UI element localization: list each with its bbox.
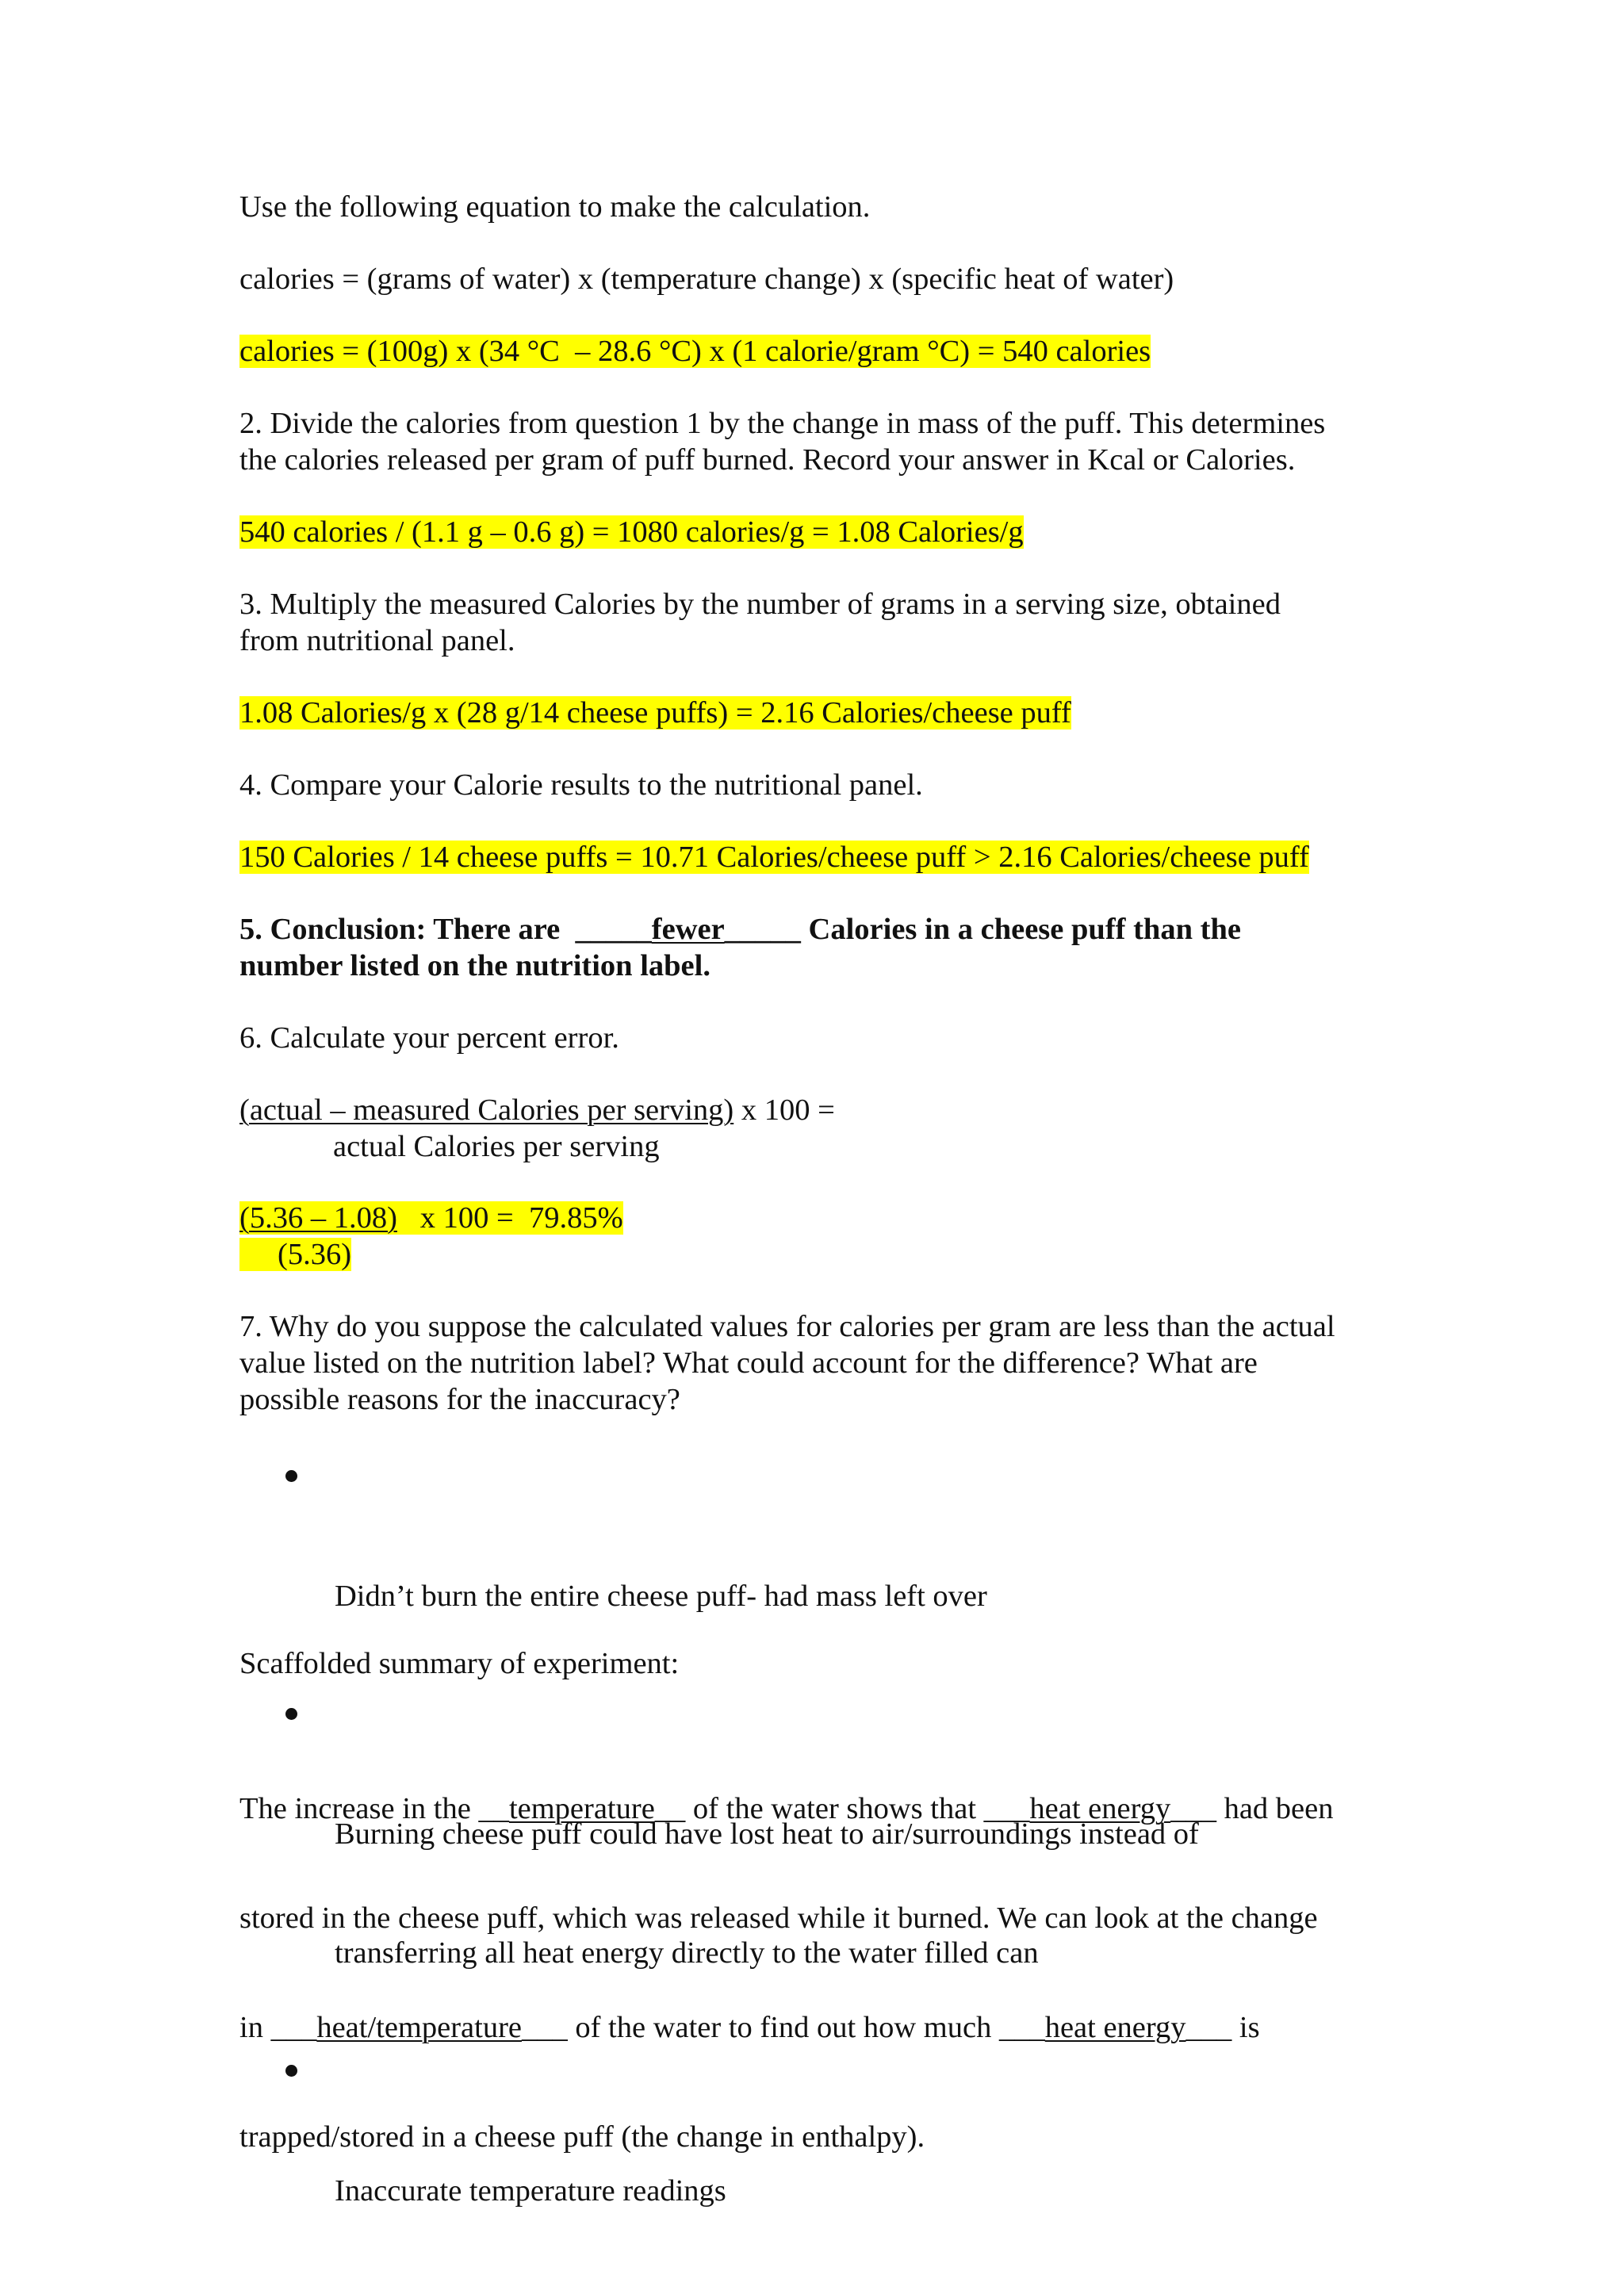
summary-text: had been [1216, 1792, 1334, 1825]
reason-line-1: Inaccurate temperature readings [335, 2174, 726, 2208]
summary-line-3 [239, 2009, 1397, 2046]
q5-answer: fewer [651, 913, 725, 946]
question-6: 6. Calculate your percent error. [239, 1021, 619, 1055]
formula-times: x 100 = [733, 1093, 835, 1127]
answer-6-numerator: (5.36 – 1.08) [239, 1201, 397, 1235]
summary-answer-heat-energy-2: heat energy [1044, 2011, 1186, 2044]
intro-text: Use the following equation to make the calculation. [239, 190, 871, 224]
question-2 [239, 405, 1397, 478]
question-3-line-2: from nutritional panel. [239, 624, 515, 657]
formula-line-1 [239, 1092, 1397, 1128]
question-3 [239, 586, 1397, 659]
summary-answer-temperature: temperature [508, 1792, 655, 1825]
q5-blank-before: _____ [575, 913, 652, 946]
question-5-conclusion [239, 911, 1397, 984]
summary-blank: ___ [1185, 2011, 1232, 2044]
q5-blank-after: _____ [724, 913, 801, 946]
answer-3-highlight: 1.08 Calories/g x (28 g/14 cheese puffs) = 2.16 Calories/cheese puff [239, 696, 1071, 730]
scaffolded-summary [239, 1718, 1397, 2228]
reason-line-1: Didn’t burn the entire cheese puff- had mass left over [335, 1580, 987, 1613]
reason-line-1: Burning cheese puff could have lost heat to air/surroundings instead of [335, 1817, 1199, 1851]
answer-1 [239, 333, 1397, 370]
question-3-line-1: 3. Multiply the measured Calories by the number of grams in a serving size, obtained [239, 588, 1281, 621]
summary-text: The increase in the [239, 1792, 479, 1825]
answer-3 [239, 695, 1397, 731]
summary-blank: __ [654, 1792, 686, 1825]
summary-title: Scaffolded summary of experiment: [239, 1647, 680, 1680]
summary-blank: ___ [521, 2011, 568, 2044]
answer-1-highlight: calories = (100g) x (34 °C – 28.6 °C) x (1 calorie/gram °C) = 540 calories [239, 335, 1151, 368]
question-2-line-1: 2. Divide the calories from question 1 by the change in mass of the puff. This determines [239, 407, 1326, 440]
answer-6-line-2 [239, 1236, 1397, 1273]
summary-blank: ___ [1170, 1792, 1216, 1825]
summary-blank: __ [478, 1792, 509, 1825]
question-4: 4. Compare your Calorie results to the nutritional panel. [239, 768, 923, 802]
percent-error-formula [239, 1092, 1397, 1165]
summary-answer-heat-temperature: heat/temperature [316, 2011, 522, 2044]
formula-numerator: (actual – measured Calories per serving) [239, 1093, 734, 1127]
summary-blank: ___ [983, 1792, 1030, 1825]
summary-text: in [239, 2011, 271, 2044]
equation-text: calories = (grams of water) x (temperature change) x (specific heat of water) [239, 262, 1174, 296]
answer-6 [239, 1200, 1397, 1273]
reason-line-2: transferring all heat energy directly to the water filled can [335, 1936, 1039, 1970]
answer-6-line-1 [239, 1200, 1397, 1236]
question-7-line-3: possible reasons for the inaccuracy? [239, 1383, 680, 1416]
summary-line-4: trapped/stored in a cheese puff (the change in enthalpy). [239, 2120, 925, 2154]
answer-4 [239, 839, 1397, 875]
q5-prefix: 5. Conclusion: There are [239, 913, 576, 946]
answer-4-highlight: 150 Calories / 14 cheese puffs = 10.71 Calories/cheese puff > 2.16 Calories/cheese puff [239, 841, 1309, 874]
summary-text: of the water to find out how much [567, 2011, 999, 2044]
answer-6-highlight-1 [239, 1201, 623, 1235]
summary-text: of the water shows that [685, 1792, 984, 1825]
answer-6-rest: x 100 = 79.85% [396, 1201, 623, 1235]
summary-line-2: stored in the cheese puff, which was released while it burned. We can look at the change [239, 1901, 1318, 1935]
bullet-icon [285, 1470, 297, 1482]
answer-6-denominator: (5.36) [239, 1238, 351, 1271]
answer-2-highlight: 540 calories / (1.1 g – 0.6 g) = 1080 calories/g = 1.08 Calories/g [239, 515, 1024, 549]
summary-line-1 [239, 1790, 1397, 1827]
formula-denominator: actual Calories per serving [333, 1130, 660, 1163]
summary-blank: ___ [270, 2011, 317, 2044]
summary-blank: ___ [998, 2011, 1045, 2044]
summary-text: is [1231, 2011, 1260, 2044]
question-5-line-2: number listed on the nutrition label. [239, 949, 710, 982]
question-7 [239, 1308, 1397, 1418]
q5-suffix: Calories in a cheese puff than the [800, 913, 1241, 946]
summary-answer-heat-energy: heat energy [1029, 1792, 1171, 1825]
question-7-line-2: value listed on the nutrition label? What could account for the difference? What are [239, 1346, 1258, 1380]
question-5-line-1 [239, 911, 1397, 948]
answer-2 [239, 514, 1397, 550]
question-2-line-2: the calories released per gram of puff burned. Record your answer in Kcal or Calories. [239, 443, 1296, 477]
question-7-line-1: 7. Why do you suppose the calculated values for calories per gram are less than the actual [239, 1310, 1335, 1343]
